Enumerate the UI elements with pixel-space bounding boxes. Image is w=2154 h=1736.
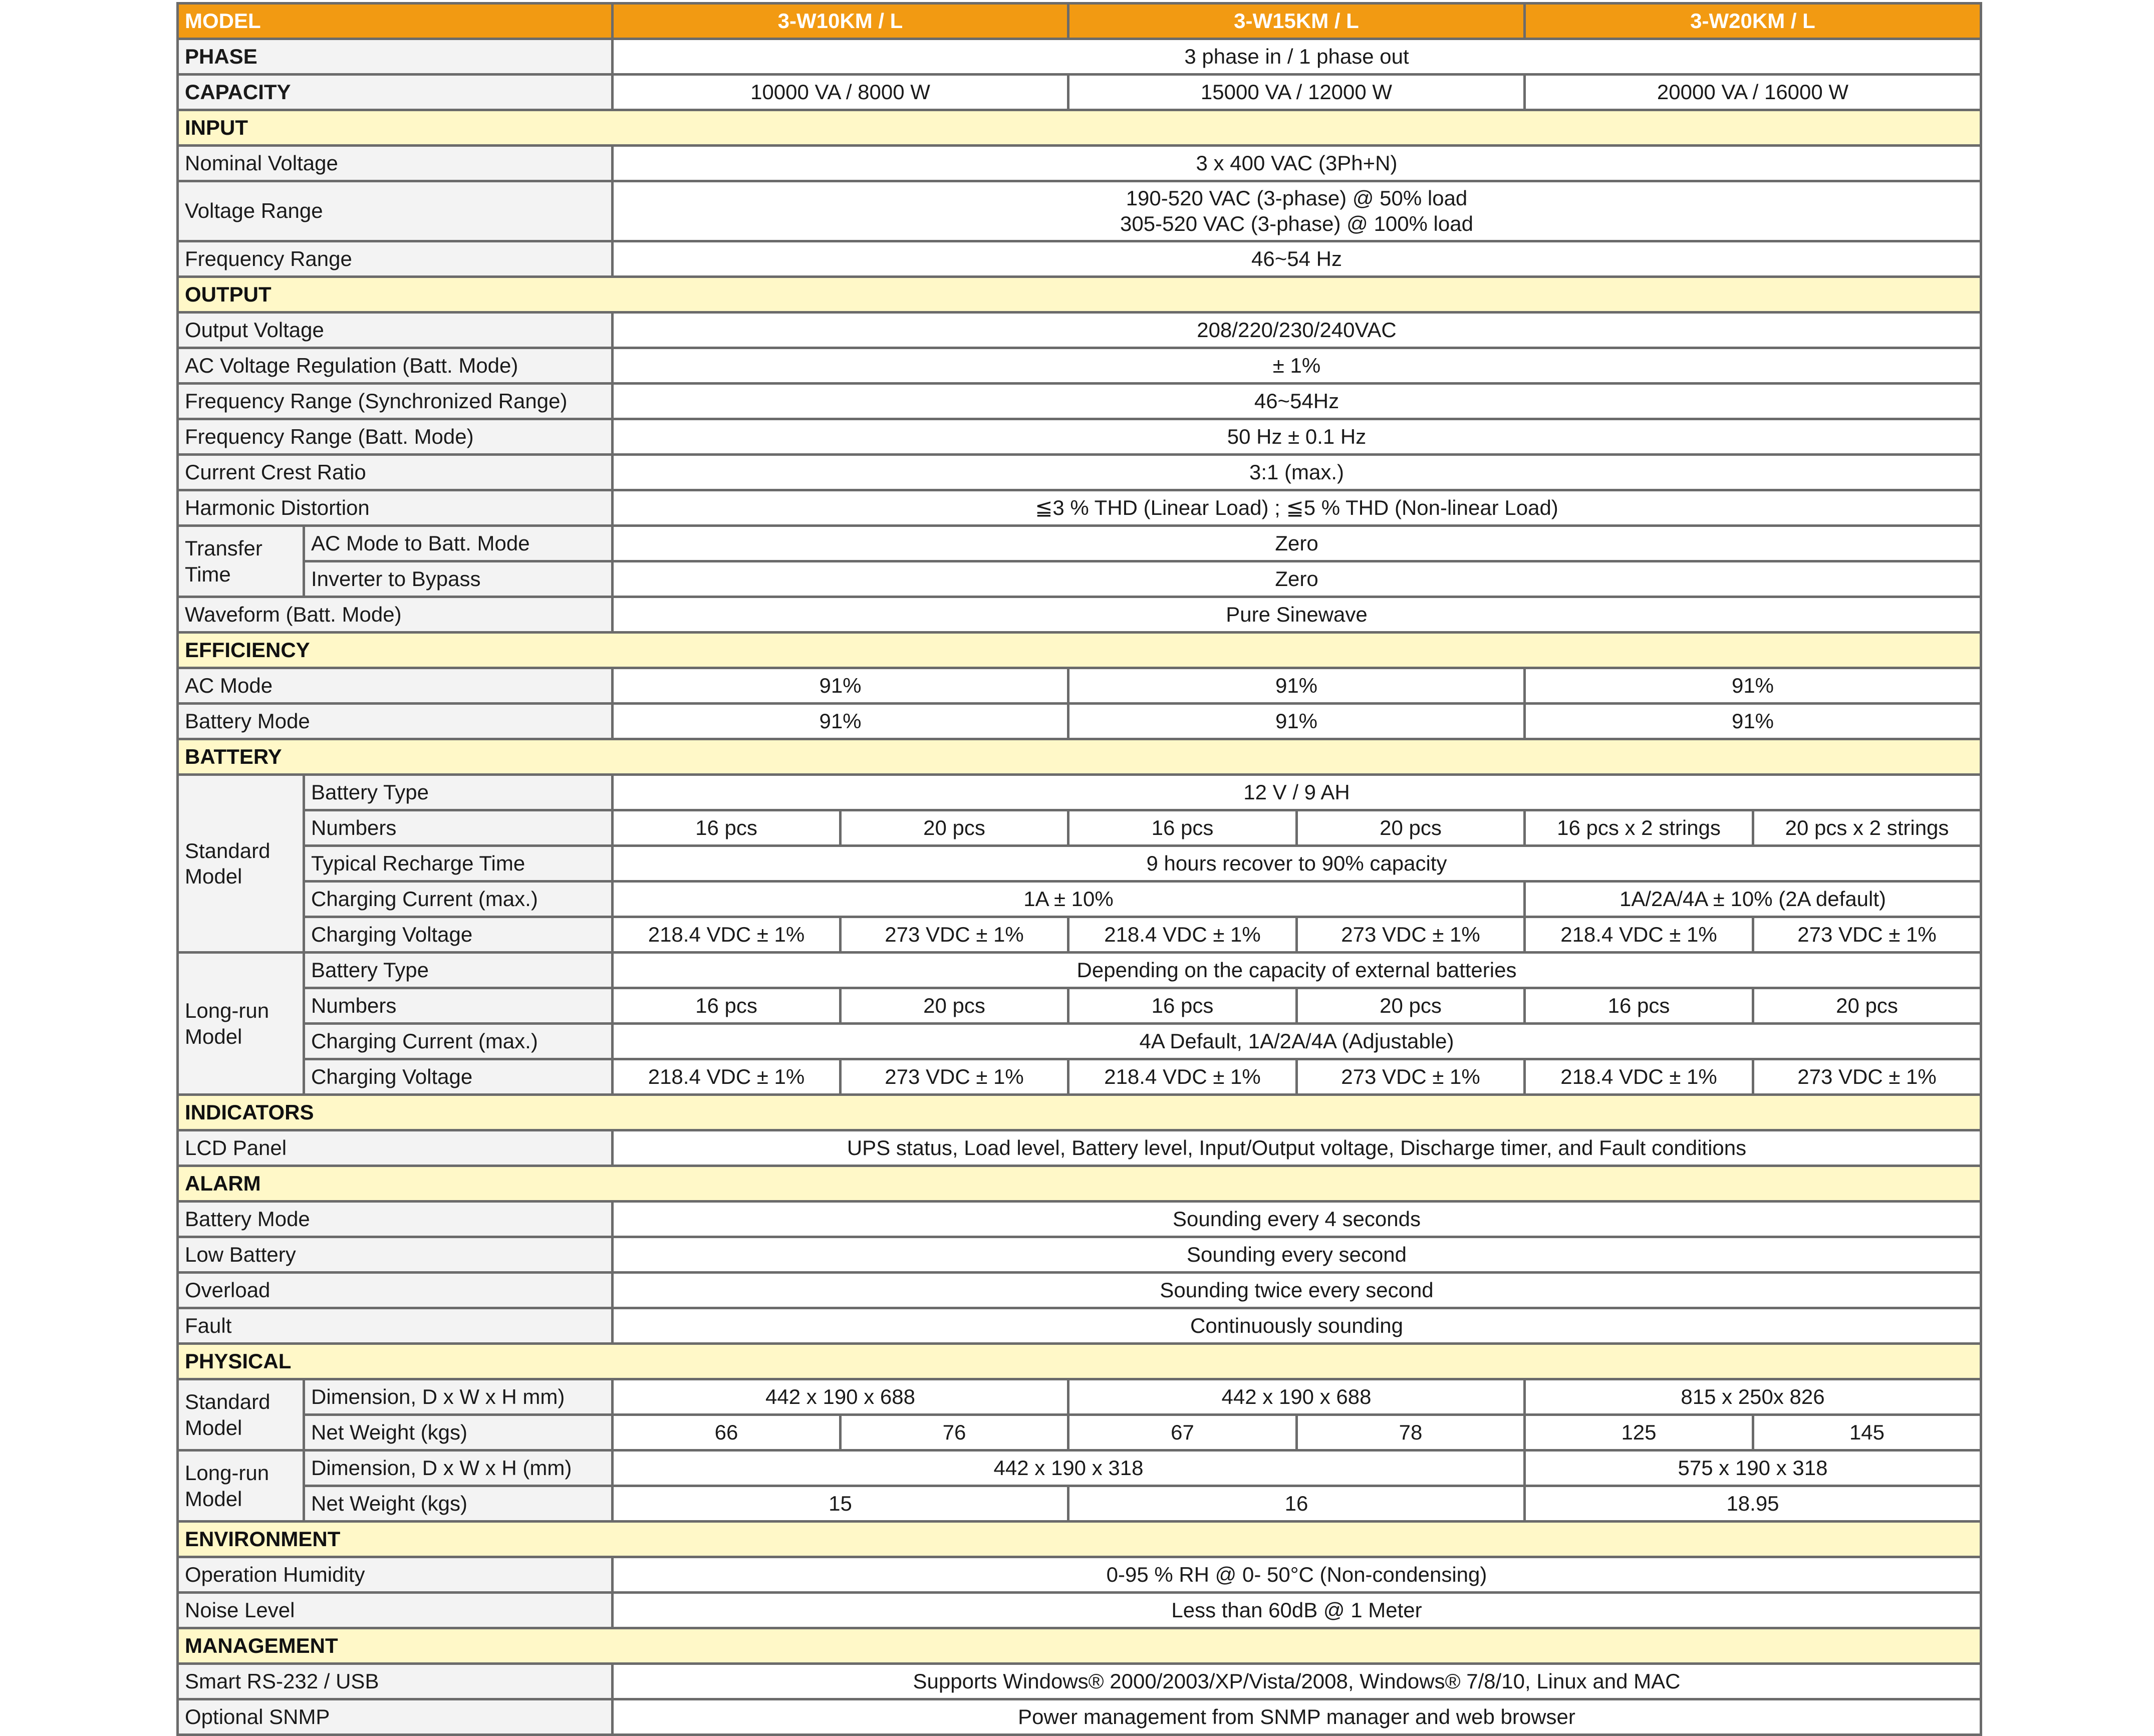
row-value: 20 pcs (1297, 810, 1525, 846)
row-value: 218.4 VDC ± 1% (1068, 917, 1297, 953)
model-header-w15: 3-W15KM / L (1068, 4, 1525, 39)
row-value: 12 V / 9 AH (613, 775, 1981, 810)
table-row (178, 882, 1981, 917)
row-value: 218.4 VDC ± 1% (1525, 1059, 1753, 1095)
table-row (178, 1024, 1981, 1059)
row-label: Charging Current (max.) (304, 1024, 613, 1059)
row-value: Depending on the capacity of external batteries (613, 953, 1981, 988)
row-value: 145 (1753, 1415, 1981, 1451)
group-label: Transfer Time (178, 526, 304, 597)
row-label: Battery Type (304, 775, 613, 810)
table-row (178, 1451, 1981, 1486)
section-title: EFFICIENCY (178, 633, 1981, 668)
row-label: Overload (178, 1273, 613, 1308)
table-row (178, 1664, 1981, 1699)
table-row (178, 455, 1981, 490)
row-value: UPS status, Load level, Battery level, Input/Output voltage, Discharge timer, and Fault conditions (613, 1130, 1981, 1166)
section-title: PHYSICAL (178, 1344, 1981, 1379)
model-header-label: MODEL (178, 4, 613, 39)
row-value: 4A Default, 1A/2A/4A (Adjustable) (613, 1024, 1981, 1059)
row-value: 273 VDC ± 1% (1297, 1059, 1525, 1095)
section-title: OUTPUT (178, 277, 1981, 313)
table-row (178, 597, 1981, 633)
table-row (178, 1202, 1981, 1237)
row-label: Battery Mode (178, 1202, 613, 1237)
phase-label: PHASE (178, 39, 613, 75)
row-value: ± 1% (613, 348, 1981, 384)
row-value: 50 Hz ± 0.1 Hz (613, 419, 1981, 455)
row-value: Supports Windows® 2000/2003/XP/Vista/2008, Windows® 7/8/10, Linux and MAC (613, 1664, 1981, 1699)
row-label: Battery Type (304, 953, 613, 988)
row-value: 91% (1525, 704, 1981, 739)
table-row (178, 146, 1981, 181)
row-label: Numbers (304, 810, 613, 846)
row-value: Less than 60dB @ 1 Meter (613, 1593, 1981, 1628)
model-header-w20: 3-W20KM / L (1525, 4, 1981, 39)
table-row (178, 1699, 1981, 1735)
row-label: Harmonic Distortion (178, 490, 613, 526)
section-alarm (178, 1166, 1981, 1202)
row-value: ≦3 % THD (Linear Load) ; ≦5 % THD (Non-linear Load) (613, 490, 1981, 526)
row-label: Output Voltage (178, 313, 613, 348)
row-value: 218.4 VDC ± 1% (1068, 1059, 1297, 1095)
row-value: 442 x 190 x 318 (613, 1451, 1525, 1486)
header-row (178, 4, 1981, 39)
voltage-range-line-2: 305-520 VAC (3-phase) @ 100% load (1120, 211, 1473, 235)
row-value: Power management from SNMP manager and web browser (613, 1699, 1981, 1735)
row-value: 273 VDC ± 1% (1753, 1059, 1981, 1095)
section-title: INPUT (178, 110, 1981, 146)
table-row (178, 419, 1981, 455)
table-row (178, 1273, 1981, 1308)
row-label: Frequency Range (Batt. Mode) (178, 419, 613, 455)
table-row (178, 846, 1981, 882)
row-value: 273 VDC ± 1% (841, 917, 1068, 953)
row-label: Nominal Voltage (178, 146, 613, 181)
row-value: Continuously sounding (613, 1308, 1981, 1344)
voltage-range-line-1: 190-520 VAC (3-phase) @ 50% load (1126, 186, 1468, 210)
row-label: Operation Humidity (178, 1557, 613, 1593)
row-value: 46~54Hz (613, 384, 1981, 419)
capacity-row (178, 75, 1981, 110)
section-input (178, 110, 1981, 146)
row-value: 218.4 VDC ± 1% (1525, 917, 1753, 953)
section-title: ALARM (178, 1166, 1981, 1202)
table-row (178, 561, 1981, 597)
table-row (178, 384, 1981, 419)
phase-value: 3 phase in / 1 phase out (613, 39, 1981, 75)
row-value: 16 pcs (1068, 810, 1297, 846)
table-row (178, 1593, 1981, 1628)
table-row (178, 313, 1981, 348)
row-value: 78 (1297, 1415, 1525, 1451)
row-label: Charging Voltage (304, 917, 613, 953)
row-value: 208/220/230/240VAC (613, 313, 1981, 348)
row-value: 18.95 (1525, 1486, 1981, 1522)
row-label: AC Voltage Regulation (Batt. Mode) (178, 348, 613, 384)
table-row (178, 775, 1981, 810)
row-label: Net Weight (kgs) (304, 1415, 613, 1451)
row-value: 16 pcs (613, 810, 841, 846)
table-row (178, 1379, 1981, 1415)
section-efficiency (178, 633, 1981, 668)
spec-table (176, 2, 1982, 1736)
row-value: 273 VDC ± 1% (841, 1059, 1068, 1095)
table-row (178, 1308, 1981, 1344)
row-value: 76 (841, 1415, 1068, 1451)
row-value: Sounding every 4 seconds (613, 1202, 1981, 1237)
group-label: Long-run Model (178, 953, 304, 1095)
row-label: Low Battery (178, 1237, 613, 1273)
capacity-label: CAPACITY (178, 75, 613, 110)
table-row (178, 1059, 1981, 1095)
table-row (178, 668, 1981, 704)
row-value: Sounding every second (613, 1237, 1981, 1273)
row-value: 20 pcs (1753, 988, 1981, 1024)
row-label: Voltage Range (178, 181, 613, 241)
table-row (178, 1557, 1981, 1593)
row-value: 16 pcs x 2 strings (1525, 810, 1753, 846)
row-value: 20 pcs (841, 988, 1068, 1024)
row-label: Numbers (304, 988, 613, 1024)
row-label: Frequency Range (Synchronized Range) (178, 384, 613, 419)
row-label: Smart RS-232 / USB (178, 1664, 613, 1699)
section-indicators (178, 1095, 1981, 1130)
capacity-value-w20: 20000 VA / 16000 W (1525, 75, 1981, 110)
row-label: Typical Recharge Time (304, 846, 613, 882)
section-environment (178, 1522, 1981, 1557)
section-title: INDICATORS (178, 1095, 1981, 1130)
row-value: 575 x 190 x 318 (1525, 1451, 1981, 1486)
table-row (178, 181, 1981, 241)
row-value: Sounding twice every second (613, 1273, 1981, 1308)
row-label: Dimension, D x W x H (mm) (304, 1451, 613, 1486)
section-title: BATTERY (178, 739, 1981, 775)
section-battery (178, 739, 1981, 775)
row-value: 16 pcs (1068, 988, 1297, 1024)
capacity-value-w15: 15000 VA / 12000 W (1068, 75, 1525, 110)
phase-row (178, 39, 1981, 75)
row-label: Charging Current (max.) (304, 882, 613, 917)
table-row (178, 1415, 1981, 1451)
group-label: Standard Model (178, 775, 304, 953)
section-output (178, 277, 1981, 313)
model-header-w10: 3-W10KM / L (613, 4, 1068, 39)
row-label: Frequency Range (178, 241, 613, 277)
table-row (178, 490, 1981, 526)
row-label: Current Crest Ratio (178, 455, 613, 490)
row-label: Inverter to Bypass (304, 561, 613, 597)
row-value: 91% (1525, 668, 1981, 704)
row-label: Charging Voltage (304, 1059, 613, 1095)
row-value: 91% (1068, 704, 1525, 739)
table-row (178, 810, 1981, 846)
row-label: Dimension, D x W x H mm) (304, 1379, 613, 1415)
row-value: Zero (613, 561, 1981, 597)
table-row (178, 917, 1981, 953)
row-value: Zero (613, 526, 1981, 561)
table-row (178, 953, 1981, 988)
row-value: 16 (1068, 1486, 1525, 1522)
table-row (178, 1237, 1981, 1273)
section-physical (178, 1344, 1981, 1379)
row-value: 3 x 400 VAC (3Ph+N) (613, 146, 1981, 181)
table-row (178, 348, 1981, 384)
row-label: AC Mode to Batt. Mode (304, 526, 613, 561)
row-value: 91% (1068, 668, 1525, 704)
section-title: MANAGEMENT (178, 1628, 1981, 1664)
row-value: 3:1 (max.) (613, 455, 1981, 490)
row-value: 1A/2A/4A ± 10% (2A default) (1525, 882, 1981, 917)
row-value (613, 181, 1981, 241)
capacity-value-w10: 10000 VA / 8000 W (613, 75, 1068, 110)
row-value: 442 x 190 x 688 (1068, 1379, 1525, 1415)
row-value: 9 hours recover to 90% capacity (613, 846, 1981, 882)
row-value: 273 VDC ± 1% (1753, 917, 1981, 953)
row-label: LCD Panel (178, 1130, 613, 1166)
row-value: 273 VDC ± 1% (1297, 917, 1525, 953)
table-row (178, 526, 1981, 561)
row-value: 20 pcs (1297, 988, 1525, 1024)
group-label: Long-run Model (178, 1451, 304, 1522)
row-value: 91% (613, 704, 1068, 739)
table-row (178, 1486, 1981, 1522)
table-row (178, 1130, 1981, 1166)
row-label: Net Weight (kgs) (304, 1486, 613, 1522)
row-label: Battery Mode (178, 704, 613, 739)
row-label: Optional SNMP (178, 1699, 613, 1735)
row-value: 218.4 VDC ± 1% (613, 1059, 841, 1095)
row-value: 125 (1525, 1415, 1753, 1451)
row-value: 91% (613, 668, 1068, 704)
row-value: 218.4 VDC ± 1% (613, 917, 841, 953)
row-value: 16 pcs (1525, 988, 1753, 1024)
table-row (178, 988, 1981, 1024)
row-label: Noise Level (178, 1593, 613, 1628)
row-label: Waveform (Batt. Mode) (178, 597, 613, 633)
row-label: AC Mode (178, 668, 613, 704)
row-value: 20 pcs x 2 strings (1753, 810, 1981, 846)
row-value: 20 pcs (841, 810, 1068, 846)
row-value: 0-95 % RH @ 0- 50°C (Non-condensing) (613, 1557, 1981, 1593)
row-value: 15 (613, 1486, 1068, 1522)
group-label: Standard Model (178, 1379, 304, 1451)
row-value: 1A ± 10% (613, 882, 1525, 917)
table-row (178, 241, 1981, 277)
row-value: 66 (613, 1415, 841, 1451)
row-value: 442 x 190 x 688 (613, 1379, 1068, 1415)
row-value: 67 (1068, 1415, 1297, 1451)
row-value: 16 pcs (613, 988, 841, 1024)
row-label: Fault (178, 1308, 613, 1344)
row-value: 815 x 250x 826 (1525, 1379, 1981, 1415)
section-title: ENVIRONMENT (178, 1522, 1981, 1557)
row-value: 46~54 Hz (613, 241, 1981, 277)
section-management (178, 1628, 1981, 1664)
row-value: Pure Sinewave (613, 597, 1981, 633)
table-row (178, 704, 1981, 739)
